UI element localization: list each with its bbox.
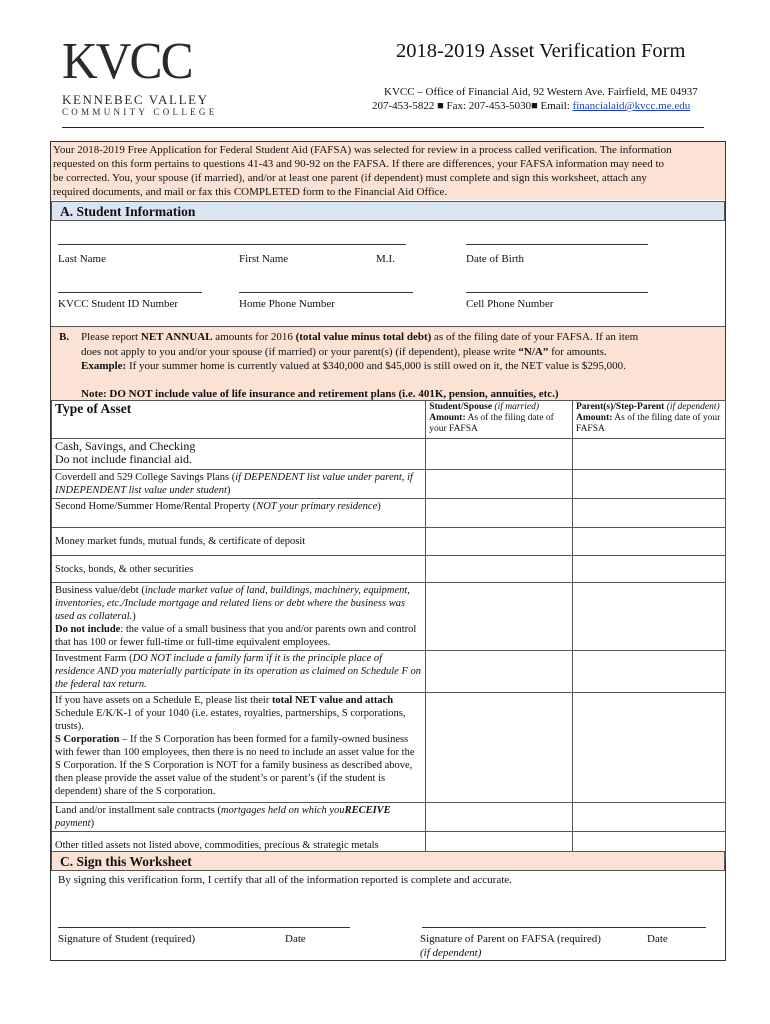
- intro-line: be corrected. You, your spouse (if married), and/or at least one parent (if dependent) must complete and sign this worksheet, attach any: [53, 172, 647, 184]
- student-amount-input[interactable]: [426, 651, 573, 693]
- col-parent-qualifier: (if dependent): [666, 402, 720, 412]
- asset-type-text: – If the S Corporation has been formed for a family-owned business with fewer than 100 employees, then there is no need to include an asset value for the S Corporation. If the S Corporation is NOT for a family business as described above, then please provide the asset value of the student’s or parent’s (if the student is dependent) share of the S corporation.: [55, 734, 415, 797]
- asset-type-text: Cash, Savings, and Checking: [55, 439, 196, 453]
- col-parent-header: [572, 401, 725, 439]
- asset-type-text: ): [226, 485, 231, 496]
- asset-type-text: : the value of a small business that you and/or parents own and control that has 100 or fewer full-time or full-time equivalent employees.: [55, 624, 417, 648]
- college-name: KENNEBEC VALLEY: [62, 92, 209, 107]
- student-amount-input[interactable]: [426, 556, 573, 583]
- asset-type-text: ): [90, 818, 95, 829]
- asset-type-text: Investment Farm (: [55, 653, 133, 664]
- phone-fax: 207-453-5822 ■ Fax: 207-453-5030■ Email:: [372, 100, 570, 112]
- parent-date-label: Date: [647, 933, 668, 945]
- col-parent-title: Parent(s)/Step-Parent: [575, 402, 665, 412]
- col-student-qualifier: (if married): [494, 402, 540, 412]
- mi-label: M.I.: [376, 253, 395, 265]
- college-logo: KVCC: [62, 33, 192, 90]
- asset-type-note: if DEPENDENT list value under parent, if INDEPENDENT list value under student: [55, 472, 413, 496]
- home-phone-field-line[interactable]: [239, 292, 413, 293]
- name-field-line[interactable]: [58, 244, 406, 245]
- table-row: [52, 470, 726, 499]
- header-divider: [62, 127, 704, 128]
- last-name-label: Last Name: [58, 253, 106, 265]
- asset-type-text: Schedule E/K/K-1 of your 1040 (i.e. estates, royalties, partnerships, S corporations, trusts).: [55, 708, 406, 732]
- asset-type-cell: [52, 693, 426, 803]
- asset-type-text: Land and/or installment sale contracts (: [55, 805, 221, 816]
- col-parent-desc-2: FAFSA: [575, 424, 605, 434]
- student-amount-input[interactable]: [426, 470, 573, 499]
- asset-type-note-emphasis: RECEIVE: [344, 805, 391, 816]
- table-row: [52, 556, 726, 583]
- asset-table: [51, 400, 726, 859]
- section-b-note: Note: DO NOT include value of life insurance and retirement plans (i.e. 401K, pension, annuities, etc.): [81, 388, 559, 400]
- parent-amount-input[interactable]: [572, 470, 725, 499]
- asset-type-emphasis: S Corporation: [55, 734, 120, 745]
- instruction-example: Example: If your summer home is currently valued at $340,000 and $45,000 is still owed on it, the NET value is $295,000.: [81, 360, 626, 372]
- section-b-instructions: [51, 326, 725, 400]
- asset-type-cell: [52, 583, 426, 651]
- asset-type-text: Other titled assets not listed above, commodities, precious & strategic metals: [55, 839, 379, 851]
- certification-statement: By signing this verification form, I certify that all of the information reported is complete and accurate.: [58, 874, 512, 886]
- parent-amount-input[interactable]: [572, 651, 725, 693]
- dob-field-line[interactable]: [466, 244, 648, 245]
- col-student-header: [426, 401, 573, 439]
- parent-amount-input[interactable]: [572, 556, 725, 583]
- table-row: [52, 439, 726, 470]
- instruction-line: Please report NET ANNUAL amounts for 2016 (total value minus total debt) as of the filing date of your FAFSA. If an item: [81, 331, 639, 343]
- student-amount-input[interactable]: [426, 528, 573, 556]
- asset-type-emphasis: Do not include: [55, 624, 121, 635]
- parent-signature-line[interactable]: [422, 927, 706, 928]
- table-row: [52, 693, 726, 803]
- student-id-label: KVCC Student ID Number: [58, 298, 179, 310]
- cell-phone-label: Cell Phone Number: [466, 298, 554, 310]
- asset-type-note: NOT your primary residence: [256, 501, 378, 512]
- table-row: [52, 803, 726, 832]
- asset-type-note: include market value of land, buildings, machinery, equipment, inventories, etc./Include mortgage and related liens or debt where the business was used as collateral.: [55, 585, 410, 622]
- asset-type-note: mortgages held on which you: [220, 805, 345, 816]
- parent-signature-qualifier: (if dependent): [420, 947, 482, 959]
- student-amount-input[interactable]: [426, 583, 573, 651]
- col-parent-desc-1: As of the filing date of your: [614, 413, 721, 423]
- asset-type-text: Second Home/Summer Home/Rental Property (: [55, 501, 257, 512]
- parent-amount-input[interactable]: [572, 803, 725, 832]
- office-address: KVCC – Office of Financial Aid, 92 Western Ave. Fairfield, ME 04937: [384, 86, 698, 98]
- col-student-desc: As of the filing date of your FAFSA: [429, 413, 554, 434]
- contact-line: [372, 100, 690, 112]
- college-subtitle: COMMUNITY COLLEGE: [62, 107, 218, 117]
- dob-label: Date of Birth: [466, 253, 525, 265]
- asset-type-text: Money market funds, mutual funds, & certificate of deposit: [55, 536, 306, 547]
- asset-type-text: Coverdell and 529 College Savings Plans (: [55, 472, 236, 483]
- parent-amount-input[interactable]: [572, 583, 725, 651]
- table-row: [52, 651, 726, 693]
- asset-type-text: ): [377, 501, 381, 512]
- col-student-title: Student/Spouse: [429, 402, 493, 412]
- asset-type-text: Business value/debt (: [55, 585, 145, 596]
- section-b-text: [81, 330, 721, 374]
- student-amount-input[interactable]: [426, 693, 573, 803]
- table-row: [52, 528, 726, 556]
- asset-type-emphasis: total NET value and attach: [271, 695, 394, 706]
- asset-type-text: Do not include financial aid.: [55, 452, 192, 466]
- asset-type-cell: [52, 651, 426, 693]
- cell-phone-field-line[interactable]: [466, 292, 648, 293]
- student-signature-line[interactable]: [58, 927, 350, 928]
- col-student-amount: Amount:: [429, 413, 466, 423]
- col-type-header: [52, 401, 426, 439]
- asset-type-note: DO NOT include a family farm if it is the principle place of residence AND you materially participate in its operation as claimed on Schedule F on the federal tax return.: [55, 653, 421, 690]
- asset-type-cell: [52, 803, 426, 832]
- student-id-field-line[interactable]: [58, 292, 202, 293]
- form-title: 2018-2019 Asset Verification Form: [396, 40, 686, 62]
- student-signature-label: Signature of Student (required): [58, 933, 196, 945]
- asset-type-note: payment: [55, 818, 91, 829]
- asset-type-cell: [52, 556, 426, 583]
- table-header-row: [52, 401, 726, 439]
- intro-line: requested on this form pertains to questions 41-43 and 90-92 on the FAFSA. If there are differences, your FAFSA information may need to: [53, 158, 664, 170]
- asset-type-text: If you have assets on a Schedule E, please list their: [55, 695, 272, 706]
- home-phone-label: Home Phone Number: [239, 298, 335, 310]
- table-row: [52, 499, 726, 528]
- col-type-label: Type of Asset: [55, 401, 132, 416]
- parent-amount-input[interactable]: [572, 439, 725, 470]
- asset-type-cell: [52, 499, 426, 528]
- instruction-line: does not apply to you and/or your spouse (if married) or your parent(s) (if dependent), please write “N/A” for amounts.: [81, 345, 607, 358]
- student-date-label: Date: [285, 933, 306, 945]
- asset-type-cell: [52, 470, 426, 499]
- parent-amount-input[interactable]: [572, 499, 725, 528]
- section-b-letter: B.: [59, 331, 70, 343]
- col-parent-amount: Amount:: [575, 413, 613, 423]
- table-row: [52, 583, 726, 651]
- asset-type-cell: [52, 528, 426, 556]
- student-amount-input[interactable]: [426, 803, 573, 832]
- email-link[interactable]: financialaid@kvcc.me.edu: [572, 100, 691, 112]
- asset-type-text: ): [132, 611, 136, 622]
- student-amount-input[interactable]: [426, 439, 573, 470]
- student-amount-input[interactable]: [426, 499, 573, 528]
- intro-line: required documents, and mail or fax this COMPLETED form to the Financial Aid Office.: [53, 186, 448, 198]
- parent-signature-label: Signature of Parent on FAFSA (required): [420, 933, 601, 945]
- parent-amount-input[interactable]: [572, 693, 725, 803]
- first-name-label: First Name: [239, 253, 289, 265]
- asset-type-cell: [52, 439, 426, 470]
- parent-amount-input[interactable]: [572, 528, 725, 556]
- section-c-header: C. Sign this Worksheet: [51, 851, 725, 871]
- intro-line: Your 2018-2019 Free Application for Federal Student Aid (FAFSA) was selected for review in a process called verification. The information: [53, 144, 672, 156]
- section-a-header: A. Student Information: [51, 201, 725, 221]
- asset-type-text: Stocks, bonds, & other securities: [55, 563, 194, 575]
- intro-notice: [51, 142, 725, 200]
